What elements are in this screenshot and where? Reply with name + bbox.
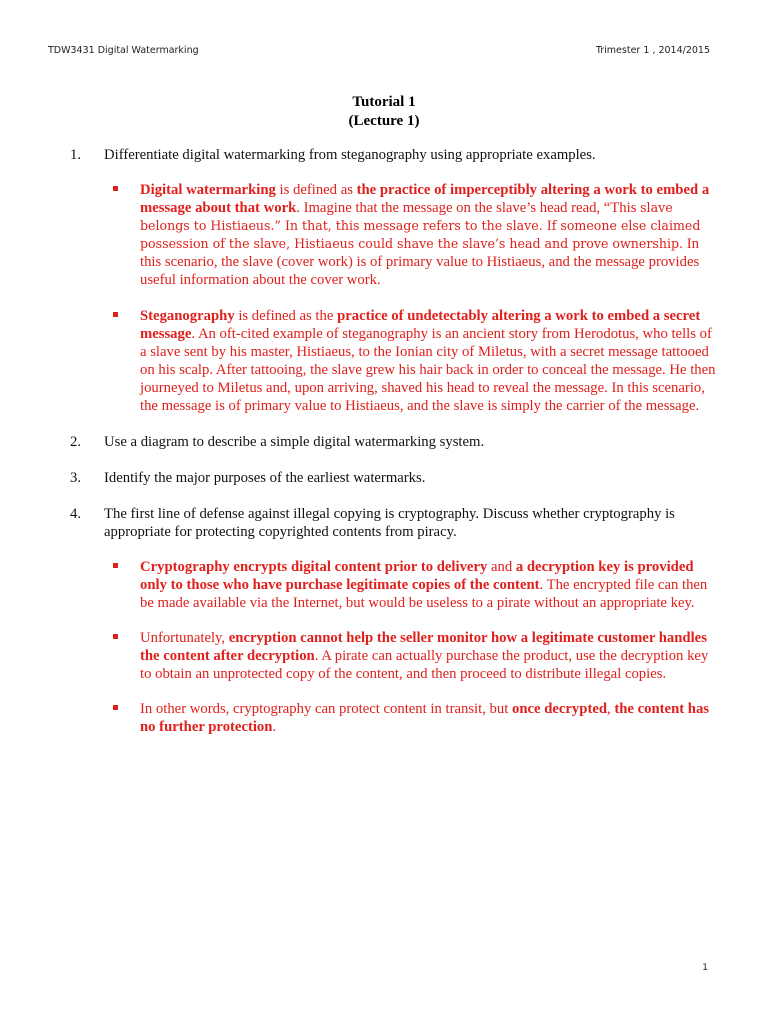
page-number: 1 (702, 963, 708, 973)
question-3 (70, 469, 720, 487)
title-tutorial: Tutorial 1 (352, 94, 416, 110)
bullet-icon (113, 705, 118, 710)
question-text: Identify the major purposes of the earliest watermarks. (104, 470, 426, 486)
question-number: 3. (70, 470, 82, 486)
tutorial-body (70, 146, 720, 736)
question-text: Use a diagram to describe a simple digital watermarking system. (104, 434, 485, 450)
answer-cryptography-delivery: Cryptography encrypts digital content prior to delivery and a decryption key is provided only to those who have purchase legitimate copies of the content. The encrypted file can then be made available via the Internet, but would be useless to a pirate without an appropriate key. (70, 558, 720, 612)
header-trimester: Trimester 1 , 2014/2015 (595, 45, 710, 56)
bullet-icon (113, 634, 118, 639)
answer-digital-watermarking: Digital watermarking is defined as the practice of imperceptibly altering a work to embed a message about that work. Imagine that the message on the slave’s head read, “This slave belongs to Histiaeus.” In that, this message refers to the slave. If someone else claimed possession of the slave, Histiaeus could shave the slave’s head and prove ownership. In this scenario, the slave (cover work) is of primary value to Histiaeus, and the message provides useful information about the cover work. (70, 181, 720, 289)
bullet-icon (113, 312, 118, 317)
answer-steganography: Steganography is defined as the practice of undetectably altering a work to embed a secret message. An oft-cited example of steganography is an ancient story from Herodotus, who tells of a slave sent by his master, Histiaeus, to the Ionian city of Miletus, with a secret message tattooed on his scalp. After tattooing, the slave grew his hair back in order to conceal the message. He then journeyed to Miletus and, upon arriving, shaved his head to reveal the message. In this scenario, the message is of primary value to Histiaeus, and the slave is simply the carrier of the message. (70, 307, 720, 415)
bullet-icon (113, 563, 118, 568)
question-text: Differentiate digital watermarking from steganography using appropriate examples. (104, 147, 596, 163)
question-2 (70, 433, 720, 451)
question-number: 1. (70, 147, 82, 163)
question-1 (70, 146, 720, 164)
question-number: 4. (70, 506, 82, 522)
bullet-icon (113, 186, 118, 191)
title-lecture: (Lecture 1) (348, 113, 420, 129)
answer-encryption-limit: Unfortunately, encryption cannot help the seller monitor how a legitimate customer handles the content after decryption. A pirate can actually purchase the product, use the decryption key to obtain an unprotected copy of the content, and then proceed to distribute illegal copies. (70, 629, 720, 683)
answer-term: Digital watermarking (140, 182, 276, 198)
question-4 (70, 505, 720, 541)
answer-term: Steganography (140, 308, 235, 324)
question-number: 2. (70, 434, 82, 450)
answer-conclusion: In other words, cryptography can protect content in transit, but once decrypted, the content has no further protection. (70, 700, 720, 736)
header-course: TDW3431 Digital Watermarking (48, 45, 199, 56)
question-text: The first line of defense against illegal copying is cryptography. Discuss whether cryptography is appropriate for protecting copyrighted contents from piracy. (104, 506, 675, 540)
page-title (0, 93, 768, 131)
